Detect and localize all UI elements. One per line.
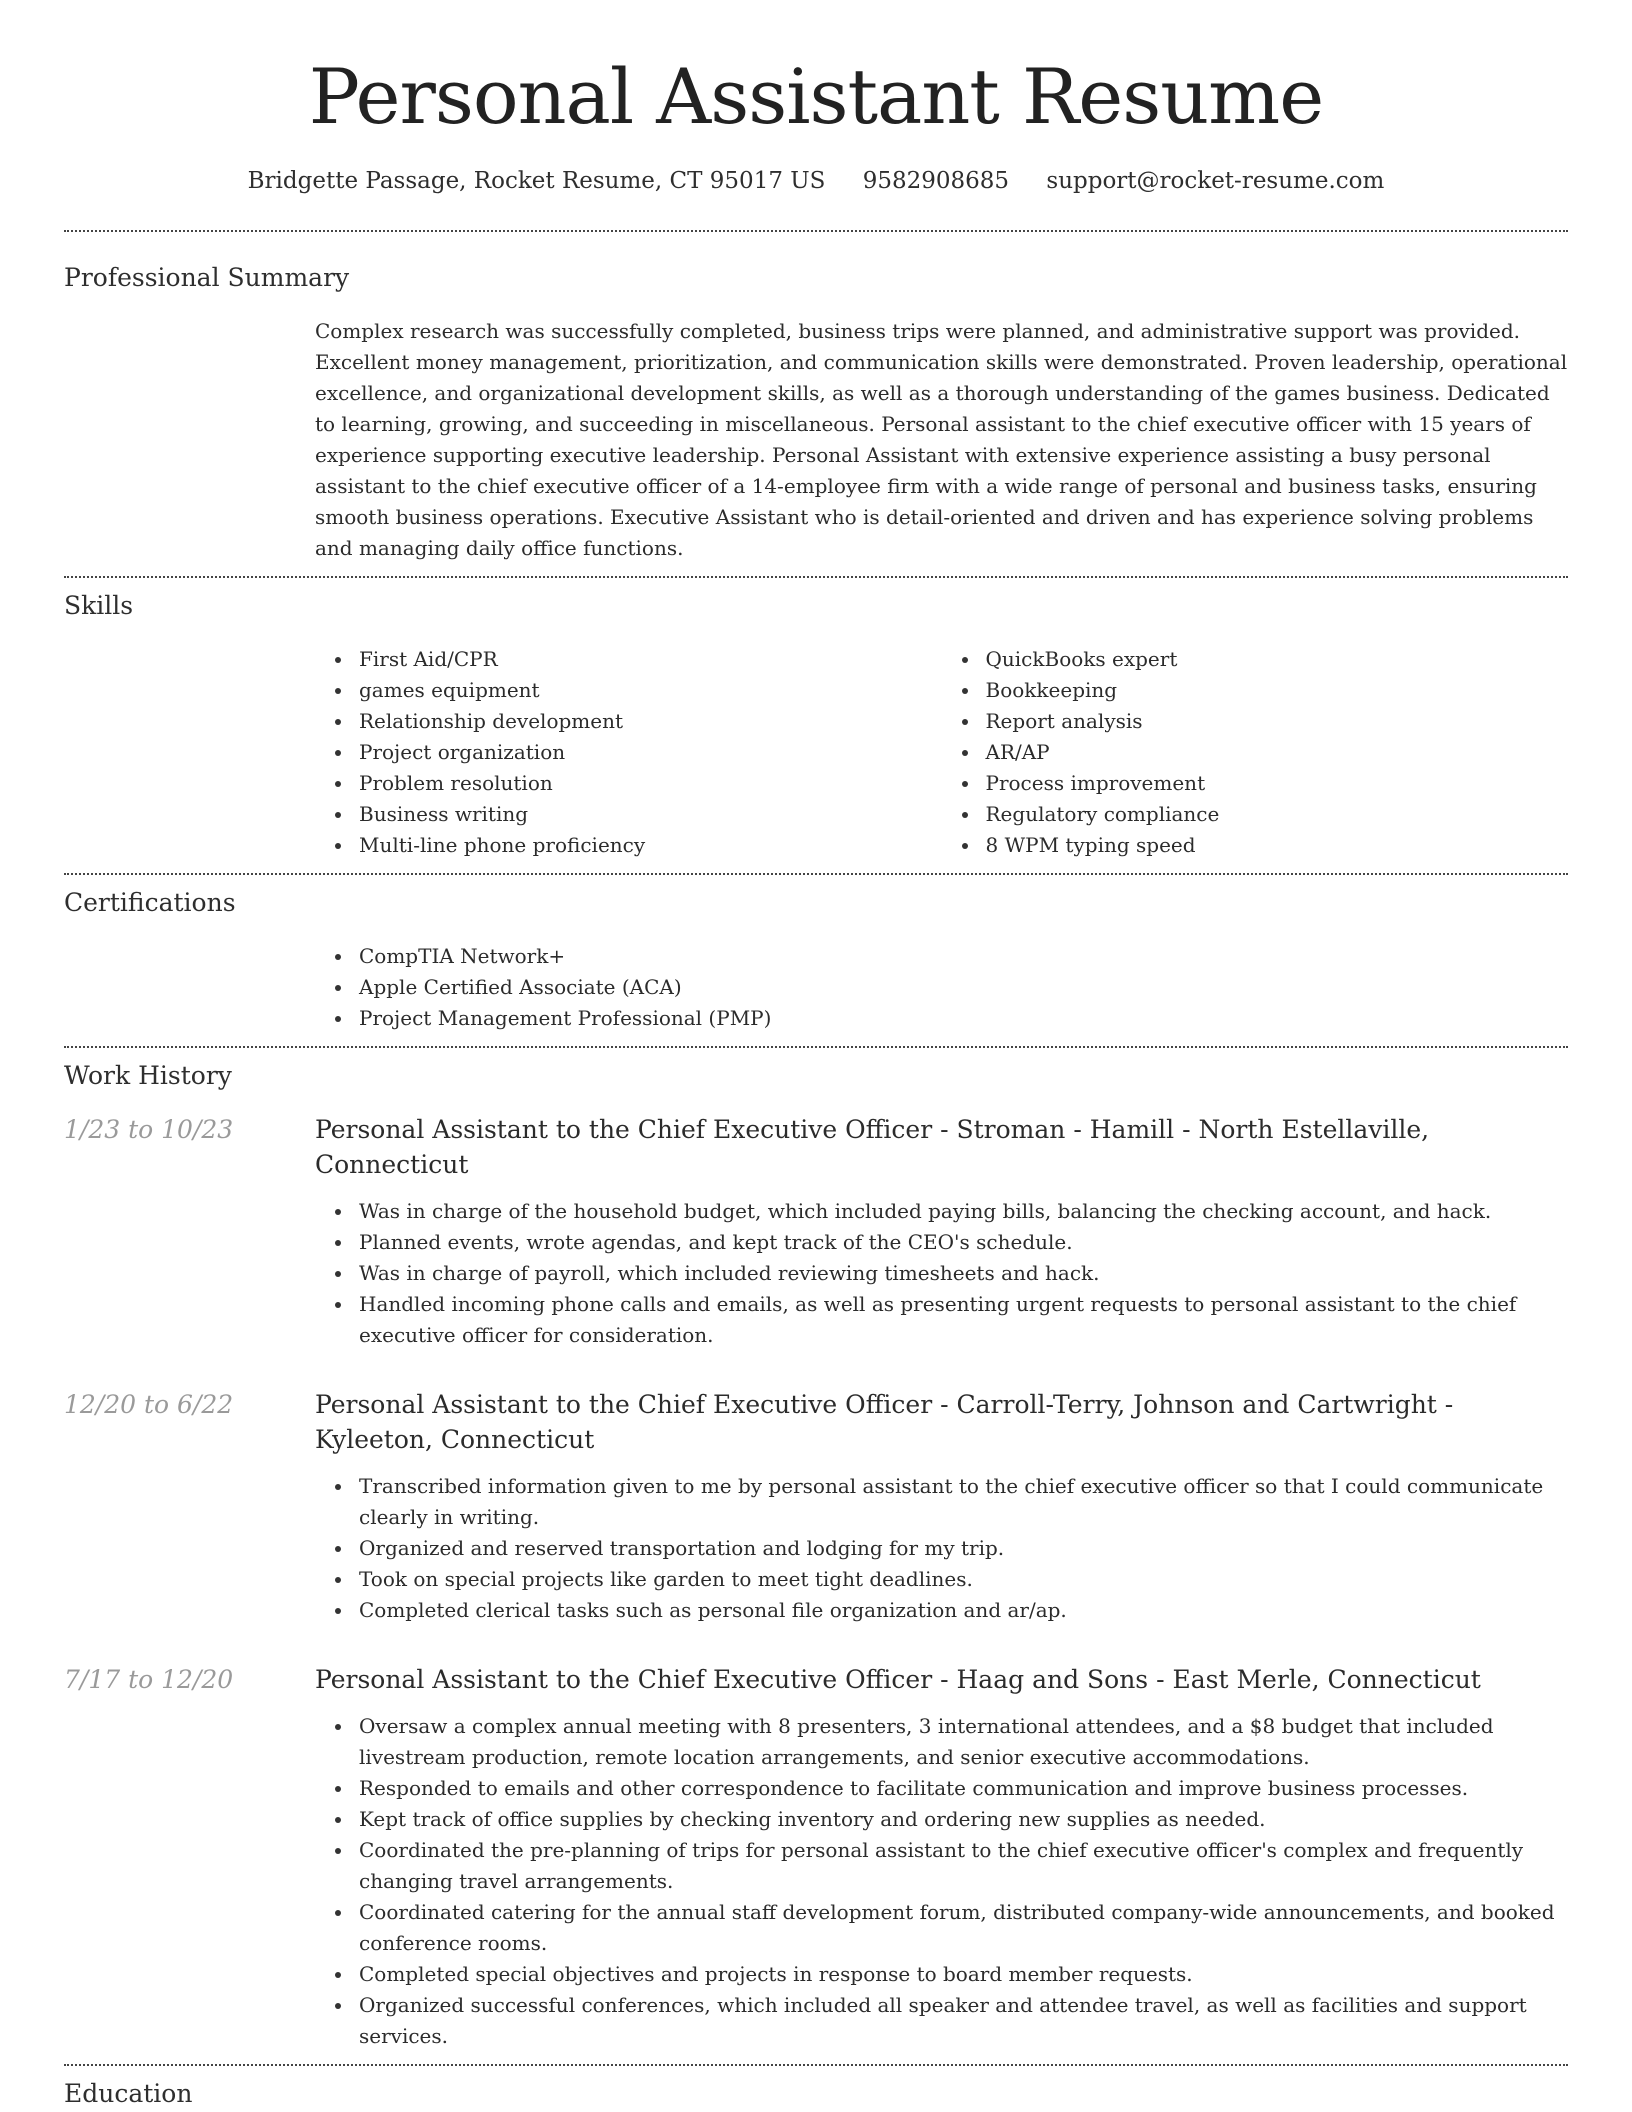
resume-page xyxy=(64,0,1568,2110)
list-item: Organized and reserved transportation and lodging for my trip. xyxy=(359,1533,1568,1564)
job-title: Personal Assistant to the Chief Executive Officer - Carroll-Terry, Johnson and Cartwright - Kyleeton, Connecticut xyxy=(315,1390,1454,1454)
list-item: Coordinated catering for the annual staff development forum, distributed company-wide announcements, and booked conference rooms. xyxy=(359,1897,1568,1959)
list-item: Problem resolution xyxy=(359,768,942,799)
list-item: AR/AP xyxy=(986,737,1569,768)
list-item: First Aid/CPR xyxy=(359,644,942,675)
job-entry xyxy=(64,1662,1568,2052)
job-bullets xyxy=(315,1471,1568,1626)
contact-address: Bridgette Passage, Rocket Resume, CT 95017 US xyxy=(247,168,826,194)
list-item: Regulatory compliance xyxy=(986,799,1569,830)
section-heading-work-history: Work History xyxy=(64,1061,232,1090)
job-dates: 1/23 to 10/23 xyxy=(64,1115,234,1144)
list-item: Took on special projects like garden to meet tight deadlines. xyxy=(359,1564,1568,1595)
list-item: Planned events, wrote agendas, and kept track of the CEO's schedule. xyxy=(359,1227,1568,1258)
contact-line xyxy=(64,166,1568,196)
contact-phone: 9582908685 xyxy=(862,168,1010,194)
list-item: Was in charge of the household budget, which included paying bills, balancing the checking account, and hack. xyxy=(359,1196,1568,1227)
job-title: Personal Assistant to the Chief Executive Officer - Stroman - Hamill - North Estellaville, Connecticut xyxy=(315,1115,1430,1179)
list-item: Project Management Professional (PMP) xyxy=(359,1003,1568,1034)
list-item: Responded to emails and other correspondence to facilitate communication and improve business processes. xyxy=(359,1773,1568,1804)
list-item: 8 WPM typing speed xyxy=(986,830,1569,861)
certifications-list xyxy=(315,941,1568,1034)
job-duties xyxy=(315,1196,1568,1351)
list-item: Completed special objectives and projects in response to board member requests. xyxy=(359,1959,1568,1990)
list-item: Apple Certified Associate (ACA) xyxy=(359,972,1568,1003)
skills-list-right xyxy=(942,644,1569,861)
job-entry xyxy=(64,1112,1568,1351)
list-item: Kept track of office supplies by checking inventory and ordering new supplies as needed. xyxy=(359,1804,1568,1835)
section-heading-education: Education xyxy=(64,2079,193,2108)
job-dates: 7/17 to 12/20 xyxy=(64,1665,234,1694)
section-heading-summary: Professional Summary xyxy=(64,263,350,292)
skills-list-left xyxy=(315,644,942,861)
job-bullets xyxy=(315,1196,1568,1351)
list-item: Report analysis xyxy=(986,706,1569,737)
job-dates: 12/20 to 6/22 xyxy=(64,1390,234,1419)
list-item: Completed clerical tasks such as personal file organization and ar/ap. xyxy=(359,1595,1568,1626)
list-item: QuickBooks expert xyxy=(986,644,1569,675)
summary-text: Complex research was successfully completed, business trips were planned, and administrative support was provided. Excellent money management, prioritization, and communication skills were demonstrated. Proven leadership, operational excellence, and organizational development skills, as well as a thorough understanding of the games business. Dedicated to learning, growing, and succeeding in miscellaneous. Personal assistant to the chief executive officer with 15 years of experience supporting executive leadership. Personal Assistant with extensive experience assisting a busy personal assistant to the chief executive officer of a 14-employee firm with a wide range of personal and business tasks, ensuring smooth business operations. Executive Assistant who is detail-oriented and driven and has experience solving problems and managing daily office functions. xyxy=(315,319,1568,560)
list-item: Business writing xyxy=(359,799,942,830)
list-item: Transcribed information given to me by personal assistant to the chief executive officer so that I could communicate clearly in writing. xyxy=(359,1471,1568,1533)
list-item: Organized successful conferences, which included all speaker and attendee travel, as well as facilities and support services. xyxy=(359,1990,1568,2052)
list-item: games equipment xyxy=(359,675,942,706)
section-heading-skills: Skills xyxy=(64,591,134,620)
summary-section xyxy=(64,232,1568,564)
skills-grid xyxy=(315,644,1568,861)
job-duties xyxy=(315,1471,1568,1626)
job-duties xyxy=(315,1711,1568,2052)
list-item: Bookkeeping xyxy=(986,675,1569,706)
work-history-section xyxy=(64,1048,1568,2064)
contact-email: support@rocket-resume.com xyxy=(1046,168,1385,194)
skills-section xyxy=(64,578,1568,873)
page-title: Personal Assistant Resume xyxy=(308,52,1324,141)
list-item: Oversaw a complex annual meeting with 8 presenters, 3 international attendees, and a $8 budget that included livestream production, remote location arrangements, and senior executive accommodations. xyxy=(359,1711,1568,1773)
certifications-section xyxy=(64,875,1568,1046)
list-item: Was in charge of payroll, which included reviewing timesheets and hack. xyxy=(359,1258,1568,1289)
list-item: Multi-line phone proficiency xyxy=(359,830,942,861)
list-item: Project organization xyxy=(359,737,942,768)
section-heading-certifications: Certifications xyxy=(64,888,236,917)
certifications-content xyxy=(315,941,1568,1034)
list-item: Process improvement xyxy=(986,768,1569,799)
education-section xyxy=(64,2066,1568,2110)
job-bullets xyxy=(315,1711,1568,2052)
job-entry xyxy=(64,1387,1568,1626)
list-item: Handled incoming phone calls and emails, as well as presenting urgent requests to personal assistant to the chief executive officer for consideration. xyxy=(359,1289,1568,1351)
list-item: CompTIA Network+ xyxy=(359,941,1568,972)
job-title: Personal Assistant to the Chief Executive Officer - Haag and Sons - East Merle, Connecticut xyxy=(315,1665,1481,1694)
list-item: Relationship development xyxy=(359,706,942,737)
list-item: Coordinated the pre-planning of trips for personal assistant to the chief executive officer's complex and frequently changing travel arrangements. xyxy=(359,1835,1568,1897)
